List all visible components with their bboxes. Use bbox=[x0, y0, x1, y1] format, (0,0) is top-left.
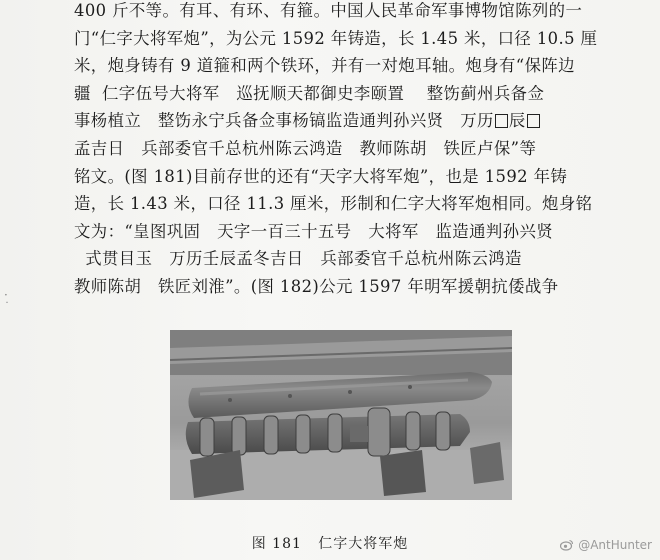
text-line-4: 疆 仁字伍号大将军 巡抚顺天都御史李颐置 整饬蓟州兵备佥 bbox=[74, 83, 545, 103]
cannon-icon bbox=[170, 330, 512, 500]
missing-char-box bbox=[527, 114, 540, 128]
cannon-photo bbox=[170, 330, 512, 500]
watermark-text: @AntHunter bbox=[578, 538, 652, 552]
figure-caption: 图 181 仁字大将军炮 bbox=[251, 536, 409, 552]
scan-speck: · bbox=[4, 288, 8, 302]
text-line-3: 米，炮身铸有 9 道箍和两个铁环，并有一对炮耳轴。炮身有“保阵边 bbox=[74, 56, 575, 76]
weibo-icon bbox=[560, 539, 574, 551]
missing-char-box bbox=[495, 114, 508, 128]
text-line-1: 400 斤不等。有耳、有环、有箍。中国人民革命军事博物馆陈列的一 bbox=[74, 1, 583, 20]
text-line-5-mid: 辰 bbox=[508, 111, 526, 131]
text-line-8: 造，长 1.43 米，口径 11.3 厘米，形制和仁字大将军炮相同。炮身铭 bbox=[74, 194, 593, 214]
scan-speck: ˙ bbox=[4, 300, 10, 314]
text-line-9: 文为：“皇图巩固 天字一百三十五号 大将军 监造通判孙兴贤 bbox=[74, 221, 554, 241]
watermark bbox=[560, 538, 652, 552]
text-line-11: 教师陈胡 铁匠刘淮”。(图 182)公元 1597 年明军援朝抗倭战争 bbox=[74, 276, 559, 296]
text-line-2: 门“仁字大将军炮”，为公元 1592 年铸造，长 1.45 米，口径 10.5 厘 bbox=[74, 28, 598, 48]
text-line-10: 式贯目玉 万历壬辰孟冬吉日 兵部委官千总杭州陈云鸿造 bbox=[74, 249, 522, 269]
text-line-6: 孟吉日 兵部委官千总杭州陈云鸿造 教师陈胡 铁匠卢保”等 bbox=[74, 138, 537, 158]
text-line-7: 铭文。(图 181)目前存世的还有“天字大将军炮”，也是 1592 年铸 bbox=[74, 166, 568, 186]
body-text bbox=[74, 0, 614, 301]
text-line-5 bbox=[74, 107, 614, 135]
text-line-5-start: 事杨植立 整饬永宁兵备佥事杨镐监造通判孙兴贤 万历 bbox=[74, 111, 494, 131]
